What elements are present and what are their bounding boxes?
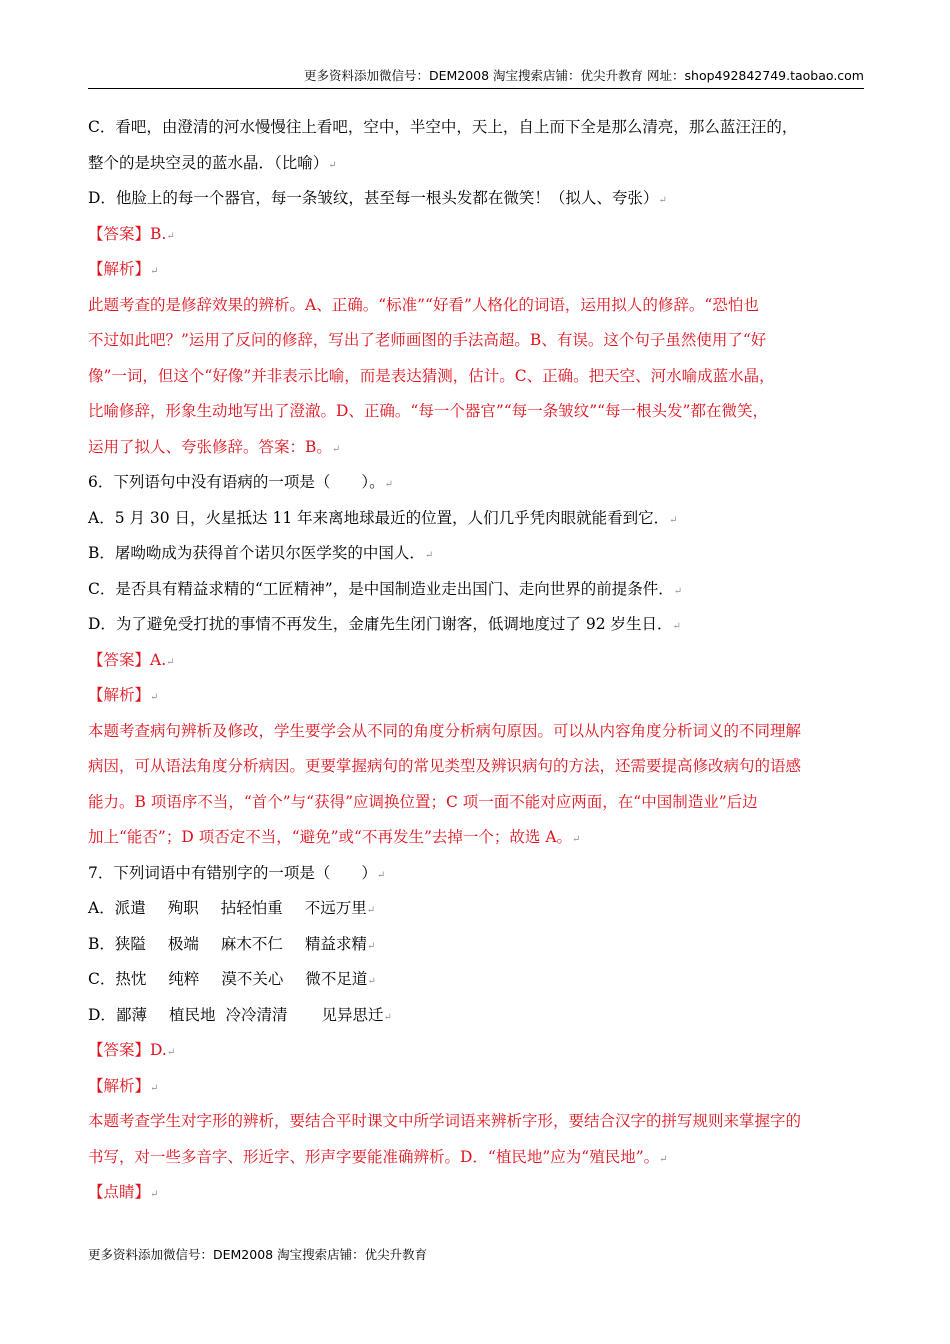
q6-analysis-line-last: 加上“能否”；D 项否定不当，“避免”或“不再发生”去掉一个；故选 A。↵ <box>88 828 581 846</box>
q7-word: 殉职 <box>167 899 199 917</box>
q7-answer: 【答案】D.↵ <box>88 1041 176 1059</box>
q5-analysis-line: 像”一词，但这个“好像”并非表示比喻，而是表达猜测，估计。C、正确。把天空、河水喻成蓝水晶， <box>88 366 775 385</box>
q5-answer: 【答案】B.↵ <box>88 224 175 243</box>
q5-analysis-line: 不过如此吧？”运用了反问的修辞，写出了老师画图的手法高超。B、有误。这个句子虽然使用了“好 <box>88 331 767 349</box>
q7-stem-text: 7．下列词语中有错别字的一项是（ ） <box>88 863 377 882</box>
q6-option-c: C．是否具有精益求精的“工匠精神”，是中国制造业走出国门、走向世界的前提条件．↵ <box>88 579 683 598</box>
q7-option-c: C．热忱 纯粹 漠不关心 微不足道↵ <box>88 970 376 988</box>
q6-analysis <box>88 714 868 856</box>
q7-option-d: D．鄙薄 植民地 冷冷清清 见异思迁↵ <box>88 1005 392 1024</box>
q7-word: 纯粹 <box>168 970 200 988</box>
q7-word: 麻木不仁 <box>220 934 283 953</box>
q6-analysis-line: 病因，可从语法角度分析病因。更要掌握病句的常见类型及辨识病句的方法，还需要提高修改病句的语感 <box>88 757 802 775</box>
q7-word: 拈轻怕重 <box>220 899 283 917</box>
q7-tip-label-text: 【点睛】 <box>88 1183 151 1201</box>
q5-option-c-line2: 整个的是块空灵的蓝水晶．（比喻） <box>88 153 329 172</box>
q7-word: 植民地 <box>168 1005 216 1024</box>
q6-analysis-label: 【解析】↵ <box>88 686 159 704</box>
q7-word: 精益求精 <box>304 934 367 953</box>
q7-word: 不远万里 <box>304 899 367 917</box>
q7-option-label: B． <box>88 934 115 953</box>
q6-stem-text: 6．下列语句中没有语病的一项是（ ）。 <box>88 473 385 491</box>
q7-analysis-label: 【解析】↵ <box>88 1076 159 1095</box>
q7-word: 狭隘 <box>114 934 146 953</box>
q7-tip-label: 【点睛】↵ <box>88 1183 159 1201</box>
q6-option-text: C．是否具有精益求精的“工匠精神”，是中国制造业走出国门、走向世界的前提条件． <box>88 579 674 598</box>
document-body <box>88 110 868 1211</box>
q5-analysis <box>88 288 868 466</box>
q6-option-b: B．屠呦呦成为获得首个诺贝尔医学奖的中国人．↵ <box>88 544 434 562</box>
q5-option-d-text: D．他脸上的每一个器官，每一条皱纹，甚至每一根头发都在微笑！（拟人、夸张） <box>88 189 659 207</box>
q5-analysis-label-text: 【解析】 <box>88 260 151 278</box>
q6-analysis-label-text: 【解析】 <box>88 686 151 704</box>
q5-option-c-line1: C．看吧，由澄清的河水慢慢往上看吧，空中，半空中，天上，自上而下全是那么清亮，那么蓝汪汪的， <box>88 118 798 136</box>
q5-option-c-line2-wrap: 整个的是块空灵的蓝水晶．（比喻）↵ <box>88 153 337 172</box>
q7-option-label: D． <box>88 1005 116 1024</box>
q5-option-d: D．他脸上的每一个器官，每一条皱纹，甚至每一根头发都在微笑！（拟人、夸张）↵ <box>88 189 667 207</box>
page-header: 更多资料添加微信号：DEM2008 淘宝搜索店铺：优尖升教育 网址：shop492842749.taobao.com <box>88 66 864 89</box>
q5-answer-text: 【答案】B. <box>88 224 167 243</box>
q5-analysis-line: 运用了拟人、夸张修辞。答案：B。 <box>88 437 332 456</box>
q6-option-text: B．屠呦呦成为获得首个诺贝尔医学奖的中国人． <box>88 544 425 562</box>
q6-stem: 6．下列语句中没有语病的一项是（ ）。↵ <box>88 473 394 491</box>
q6-answer: 【答案】A.↵ <box>88 650 175 669</box>
q7-word: 极端 <box>167 934 199 953</box>
q5-analysis-label: 【解析】↵ <box>88 260 159 278</box>
q5-analysis-line: 比喻修辞，形象生动地写出了澄澈。D、正确。“每一个器官”“每一条皱纹”“每一根头发”都在微笑， <box>88 402 768 420</box>
q7-word: 冷冷清清 <box>225 1005 288 1024</box>
q7-word: 微不足道 <box>305 970 368 988</box>
q7-analysis <box>88 1104 868 1175</box>
q6-option-a: A．5 月 30 日，火星抵达 11 年来离地球最近的位置，人们几乎凭肉眼就能看到它．↵ <box>88 508 678 527</box>
q7-stem: 7．下列词语中有错别字的一项是（ ）↵ <box>88 863 386 882</box>
q6-analysis-line: 本题考查病句辨析及修改，学生要学会从不同的角度分析病句原因。可以从内容角度分析词义的不同理解 <box>88 721 802 740</box>
q7-option-label: C． <box>88 970 116 988</box>
q6-analysis-line: 加上“能否”；D 项否定不当，“避免”或“不再发生”去掉一个；故选 A。 <box>88 828 573 846</box>
q6-answer-text: 【答案】A. <box>88 650 167 669</box>
q7-analysis-line: 本题考查学生对字形的辨析，要结合平时课文中所学词语来辨析字形，要结合汉字的拼写规则来掌握字的 <box>88 1112 802 1130</box>
q7-option-a: A．派遣 殉职 拈轻怕重 不远万里↵ <box>88 899 376 917</box>
q7-option-b: B．狭隘 极端 麻木不仁 精益求精↵ <box>88 934 376 953</box>
q6-option-text: D．为了避免受打扰的事情不再发生，金庸先生闭门谢客，低调地度过了 92 岁生日． <box>88 615 673 633</box>
q7-analysis-label-text: 【解析】 <box>88 1076 151 1095</box>
q7-word: 漠不关心 <box>221 970 284 988</box>
q6-option-text: A．5 月 30 日，火星抵达 11 年来离地球最近的位置，人们几乎凭肉眼就能看到它． <box>88 508 670 527</box>
page-footer: 更多资料添加微信号：DEM2008 淘宝搜索店铺：优尖升教育 <box>88 1247 428 1262</box>
q7-word: 见异思迁 <box>321 1005 384 1024</box>
q5-analysis-line: 此题考查的是修辞效果的辨析。A、正确。“标准”“好看”人格化的词语，运用拟人的修辞。“恐怕也 <box>88 295 759 314</box>
q6-analysis-line: 能力。B 项语序不当，“首个”与“获得”应调换位置；C 项一面不能对应两面，在“中国制造业”后边 <box>88 792 758 811</box>
q7-answer-text: 【答案】D. <box>88 1041 167 1059</box>
q7-word: 鄙薄 <box>115 1005 147 1024</box>
q7-analysis-line-last: 书写，对一些多音字、形近字、形声字要能准确辨析。D．“植民地”应为“殖民地”。↵ <box>88 1147 668 1166</box>
q5-analysis-line-last: 运用了拟人、夸张修辞。答案：B。↵ <box>88 437 341 456</box>
q7-analysis-line: 书写，对一些多音字、形近字、形声字要能准确辨析。D．“植民地”应为“殖民地”。 <box>88 1147 660 1166</box>
q7-option-label: A． <box>88 899 115 917</box>
q7-word: 派遣 <box>114 899 146 917</box>
q6-option-d: D．为了避免受打扰的事情不再发生，金庸先生闭门谢客，低调地度过了 92 岁生日．↵ <box>88 615 681 633</box>
q5-option-c <box>88 110 868 181</box>
q7-word: 热忱 <box>115 970 147 988</box>
